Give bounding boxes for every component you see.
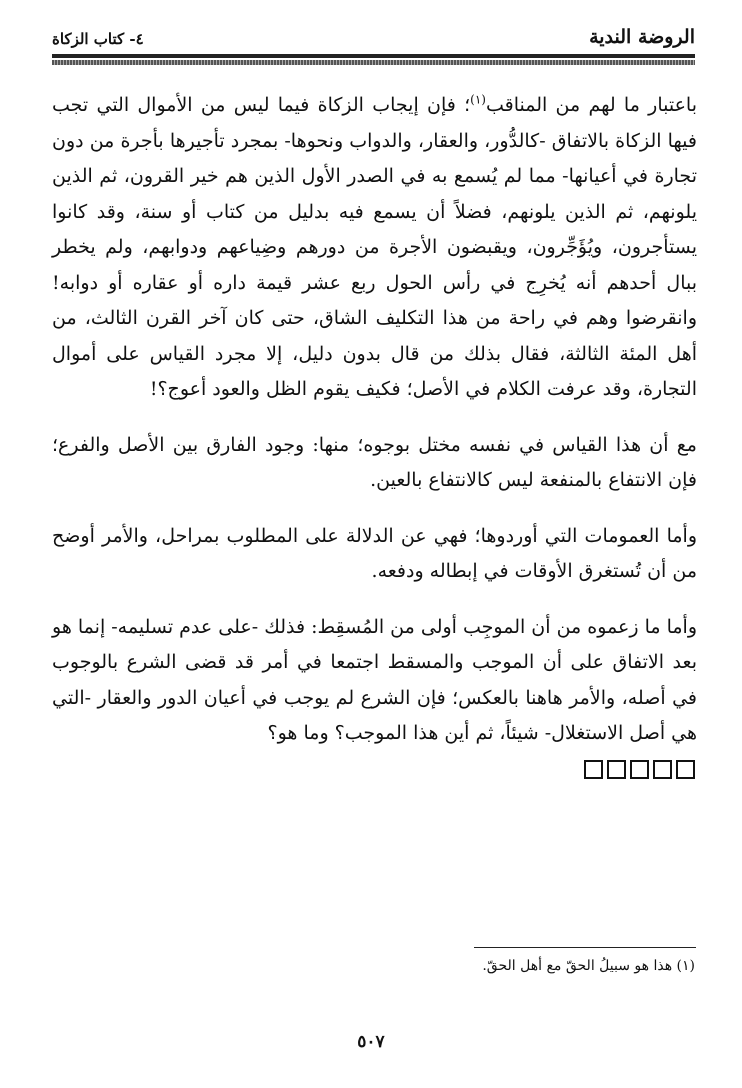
end-box-square — [630, 760, 649, 779]
end-box-square — [607, 760, 626, 779]
footnote-separator — [474, 947, 696, 948]
page-number: ٥٠٧ — [357, 1032, 385, 1052]
header-rule-thick — [52, 54, 695, 58]
end-box-square — [653, 760, 672, 779]
paragraph-4: وأما ما زعموه من أن الموجِب أولى من المُسقِط: فذلك -على عدم تسليمه- إنما هو بعد الاتفاق على أن الموجب والمسقط اجتمعا في أمر قد قضى الشرع بالوجوب في أصله، والأمر هاهنا بالعكس؛ فإن الشرع لم يوجب في أعيان الدور والعقار -التي هي أصل الاستغلال- شيئاً، ثم أين هذا الموجب؟ وما هو؟ — [52, 615, 697, 744]
book-title: الروضة الندية — [589, 26, 695, 48]
section-end-boxes — [52, 758, 697, 780]
paragraph-2: مع أن هذا القياس في نفسه مختل بوجوه؛ منها: وجود الفارق بين الأصل والفرع؛ فإن الانتفاع بالمنفعة ليس كالانتفاع بالعين. — [52, 433, 697, 491]
footnote: (١) هذا هو سبيلُ الحقّ مع أهل الحقّ. — [482, 958, 695, 974]
paragraph-1 — [52, 88, 697, 408]
paragraph-3: وأما العمومات التي أوردوها؛ فهي عن الدلالة على المطلوب بمراحل، والأمر أوضح من أن تُستغرق الأوقات في إبطاله ودفعه. — [52, 524, 697, 582]
footnote-reference[interactable]: (١) — [470, 92, 486, 107]
header-rule-hatched — [52, 60, 695, 65]
chapter-title: ٤- كتاب الزكاة — [52, 30, 144, 48]
main-text — [52, 88, 697, 780]
paragraph-1-rest: ؛ فإن إيجاب الزكاة فيما ليس من الأموال التي تجب فيها الزكاة بالاتفاق -كالدُّور، والعقار، والدواب ونحوها- بمجرد تأجيرها بأجرة من دون تجارة في أعيانها- مما لم يُسمع به في الصدر الأول الذين هم خير القرون، ثم الذين يلونهم، ثم الذين يلونهم، فضلاً أن يسمع فيه بدليل من كتاب أو سنة، وقد كانوا يستأجرون، ويُؤَجِّرون، ويقبضون الأجرة من دورهم وضِياعهم ودوابهم، ولم يخطر ببال أحدهم أنه يُخرِج في رأس الحول ربع عشر قيمة داره أو عقاره أو دوابه! وانقرضوا وهم في راحة من هذا التكليف الشاق، حتى كان آخر القرن الثالث، من أهل المئة الثالثة، فقال بذلك من قال بدون دليل، إلا مجرد القياس على أموال التجارة، وقد عرفت الكلام في الأصل؛ فكيف يقوم الظل والعود أعوج؟! — [52, 94, 698, 400]
end-box-square — [584, 760, 603, 779]
end-box-square — [676, 760, 695, 779]
paragraph-1-start: باعتبار ما لهم من المناقب — [485, 94, 697, 116]
running-header — [52, 26, 695, 48]
